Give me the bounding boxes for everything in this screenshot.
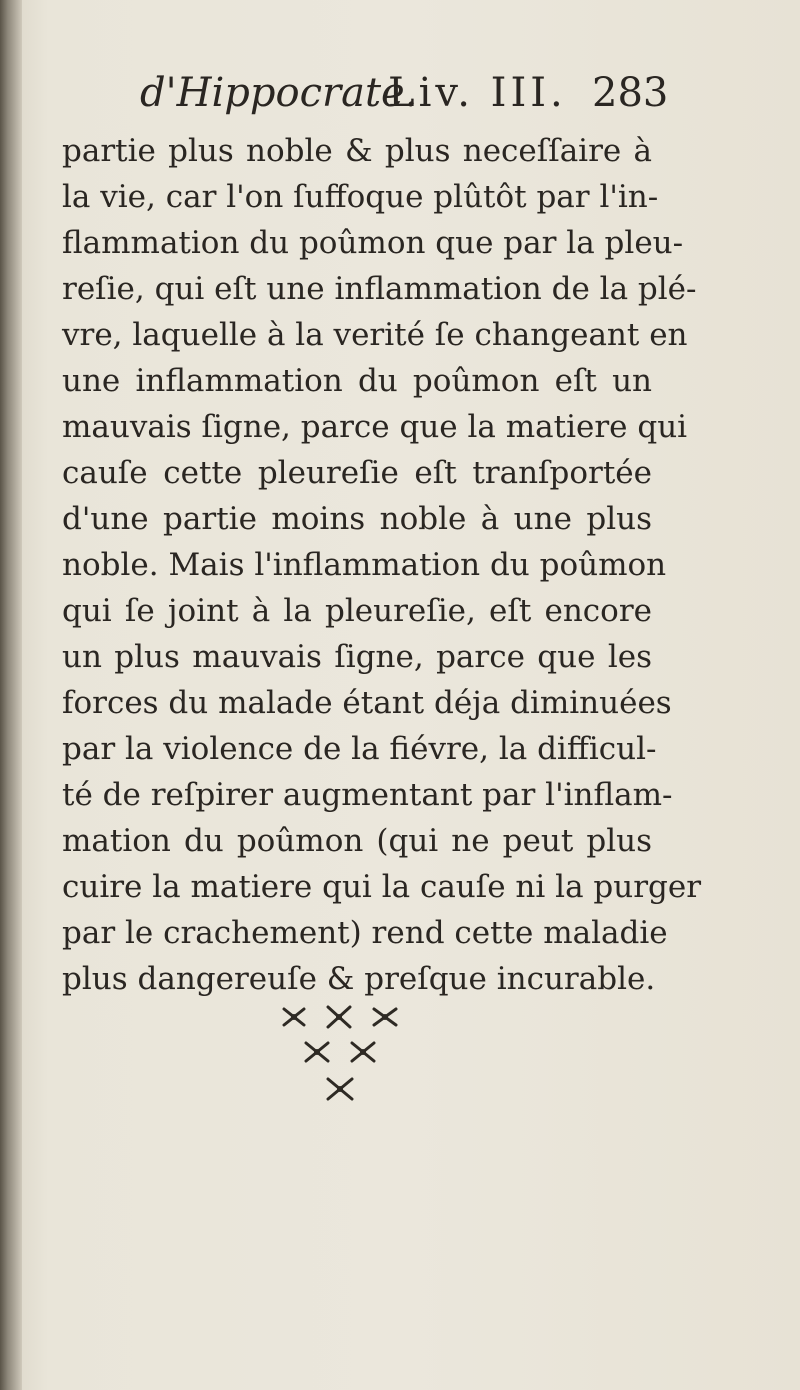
text-line: té de reſpirer augmentant par l'inflam- [62,777,673,813]
text-line: plus dangereuſe & preſque incurable. [62,961,656,997]
text-line: reſie, qui eſt une inflammation de la plé- [62,271,697,307]
page-number: 283 [592,70,669,116]
text-line: la vie, car l'on ſuffoque plûtôt par l'in- [62,179,659,215]
text-line: d'une partie moins noble à une plus [62,501,652,537]
text-line: par la violence de la fiévre, la difficul- [62,731,657,767]
page-gutter [0,0,22,1390]
book-number: Liv. III. [388,70,567,116]
text-line: flammation du poûmon que par la pleu- [62,225,684,261]
text-line: une inflammation du poûmon eſt un [62,363,652,399]
text-line: mauvais ſigne, parce que la matiere qui [62,409,688,445]
text-line: noble. Mais l'inflammation du poûmon [62,547,667,583]
text-line: un plus mauvais ſigne, parce que les [62,639,652,675]
running-header [140,70,669,126]
text-line: cuire la matiere qui la cauſe ni la purger [62,869,702,905]
text-line: vre, laquelle à la verité ſe changeant en [62,317,688,353]
text-line: qui ſe joint à la pleureſie, eſt encore [62,593,652,629]
tail-piece-ornament-icon [270,995,410,1115]
text-line: partie plus noble & plus neceſſaire à [62,133,652,169]
body-text [62,128,702,1002]
text-line: cauſe cette pleureſie eſt tranſportée [62,455,652,491]
text-line: mation du poûmon (qui ne peut plus [62,823,652,859]
running-title: d'Hippocrate. [140,70,418,116]
text-line: forces du malade étant déja diminuées [62,685,672,721]
text-line: par le crachement) rend cette maladie [62,915,668,951]
